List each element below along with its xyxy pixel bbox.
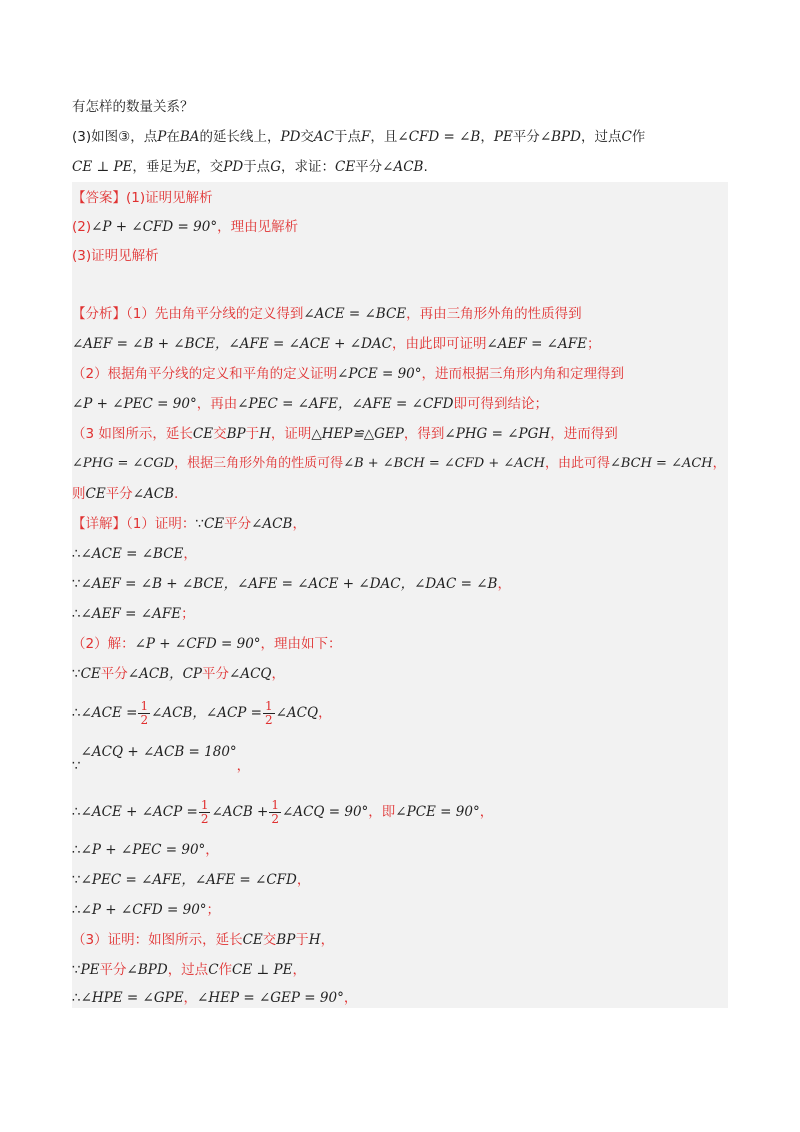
- math: ∠ACE =: [80, 705, 138, 721]
- analysis-line-3: [72, 364, 728, 384]
- problem-line-3: [72, 152, 732, 182]
- text: 平分: [224, 516, 252, 532]
- because-symbol: ∵: [72, 962, 81, 978]
- math: ∠BPD: [126, 962, 168, 978]
- denominator: 2: [271, 811, 280, 826]
- text: ，: [712, 456, 726, 471]
- text: 平分: [105, 486, 133, 502]
- math: CE ⊥ PE: [72, 159, 133, 175]
- text: 【分析】（1）先由角平分线的定义得到: [72, 306, 304, 322]
- text: 作: [218, 962, 233, 978]
- text: 于: [245, 426, 260, 442]
- math: CE: [242, 932, 263, 948]
- text: .: [174, 486, 179, 502]
- math: ∠P + ∠CFD = 90°: [80, 902, 207, 918]
- fraction-half: [199, 799, 211, 826]
- text: （3 如图所示，延长: [72, 426, 193, 442]
- math: PE: [493, 129, 513, 145]
- math: ∠HPE = ∠GPE: [80, 990, 184, 1006]
- text: ，: [236, 758, 251, 774]
- detail-line-1: [72, 514, 728, 534]
- text: 于: [295, 932, 309, 948]
- because-symbol: ∵: [72, 872, 81, 888]
- detail-line-9: [72, 794, 728, 830]
- problem-text-span: 有怎样的数量关系？: [72, 99, 194, 115]
- text: .: [423, 159, 428, 175]
- detail-line-13: [72, 930, 728, 950]
- text: ，即: [368, 804, 396, 820]
- math: ∠HEP = ∠GEP = 90°: [197, 990, 344, 1006]
- detail-line-11: [72, 870, 728, 890]
- fraction-half: [138, 700, 150, 727]
- fraction-half: [269, 799, 281, 826]
- math: ∠ACB，∠ACP =: [151, 705, 262, 721]
- math: ∠ACE + ∠ACP =: [80, 804, 198, 820]
- text: 交: [262, 932, 277, 948]
- math: ∠ACB +: [211, 804, 269, 820]
- text: ，理由如下：: [260, 636, 342, 652]
- text: 则: [72, 486, 86, 502]
- text: 即可得到结论；: [453, 396, 548, 412]
- text: ，再由: [196, 396, 238, 412]
- math: ∠P + ∠PEC = 90°: [80, 842, 206, 858]
- text: ；: [586, 336, 601, 352]
- analysis-line-5: [72, 424, 728, 444]
- math: ∠PEC = ∠AFE，∠AFE = ∠CFD: [80, 872, 297, 888]
- text: ，过点: [167, 962, 209, 978]
- text: ，得到: [403, 426, 445, 442]
- text: 【详解】（1）证明：: [72, 516, 196, 532]
- math: ∠ACB，CP: [127, 666, 203, 682]
- text: ，: [292, 962, 306, 978]
- text: （3）证明：如图所示，延长: [72, 932, 243, 948]
- math: ∠PHG = ∠PGH: [444, 426, 551, 442]
- math: F: [361, 129, 371, 145]
- text: 平分: [99, 962, 127, 978]
- math: PD: [280, 129, 301, 145]
- because-symbol: ∵: [195, 516, 204, 532]
- analysis-line-7: [72, 484, 728, 504]
- detail-line-3: [72, 574, 728, 594]
- text: 平分: [100, 666, 128, 682]
- math: ∠BCH = ∠ACH: [609, 456, 713, 471]
- denominator: 2: [200, 811, 209, 826]
- text: ，: [183, 990, 198, 1006]
- text: （2）根据角平分线的定义和平角的定义证明: [72, 366, 338, 382]
- math: BP: [276, 932, 296, 948]
- math: ∠AEF = ∠AFE: [80, 606, 182, 622]
- text: ，: [497, 576, 511, 592]
- answer-line-3: [72, 246, 728, 266]
- because-symbol: ∵: [72, 576, 81, 592]
- detail-line-15: [72, 988, 728, 1008]
- text: ，: [343, 990, 358, 1006]
- math: ∠AEF = ∠B + ∠BCE，∠AFE = ∠ACE + ∠DAC: [72, 336, 392, 352]
- detail-line-5: [72, 634, 728, 654]
- text: 平分: [202, 666, 230, 682]
- math: E: [186, 159, 197, 175]
- text: 交: [213, 426, 227, 442]
- math: P: [157, 129, 167, 145]
- text: ，: [205, 842, 219, 858]
- text: ；: [206, 902, 221, 918]
- text: 的延长线上，: [199, 129, 281, 145]
- analysis-line-4: [72, 394, 728, 414]
- text: ；: [181, 606, 195, 622]
- math: ∠PEC = ∠AFE，∠AFE = ∠CFD: [237, 396, 454, 412]
- text: 平分: [355, 159, 383, 175]
- answer-block: [72, 182, 728, 1008]
- numerator: 1: [264, 698, 273, 713]
- text: ，: [479, 804, 494, 820]
- math: ∠ACQ: [275, 705, 319, 721]
- math: G: [270, 159, 281, 175]
- math: PD: [223, 159, 244, 175]
- math: △HEP≌△GEP: [311, 426, 404, 442]
- fraction-half: [263, 700, 275, 727]
- text: ，: [320, 932, 335, 948]
- detail-line-12: [72, 900, 728, 920]
- math: H: [259, 426, 271, 442]
- answer-line-2: [72, 217, 728, 237]
- therefore-symbol: ∴: [72, 990, 81, 1006]
- because-symbol: ∵: [72, 758, 81, 774]
- numerator: 1: [271, 797, 280, 812]
- detail-line-6: [72, 664, 728, 684]
- text: (3)证明见解析: [72, 248, 159, 264]
- text: ，: [292, 516, 306, 532]
- analysis-line-1: [72, 304, 728, 324]
- math: ∠ACQ: [229, 666, 272, 682]
- math: C: [621, 129, 632, 145]
- math: ∠PHG = ∠CGD: [72, 456, 175, 471]
- math: CE: [334, 159, 356, 175]
- math: CE: [80, 666, 101, 682]
- therefore-symbol: ∴: [72, 842, 81, 858]
- math: ∠CFD = ∠B: [397, 129, 481, 145]
- detail-line-2: [72, 544, 728, 564]
- math: ∠P + ∠PEC = 90°: [72, 396, 197, 412]
- text: ，进而根据三角形内角和定理得到: [421, 366, 624, 382]
- text: ，理由见解析: [217, 219, 299, 235]
- answer-tag: 【答案】(1)证明见解析: [72, 190, 213, 206]
- text: ，交: [196, 159, 224, 175]
- denominator: 2: [264, 712, 273, 727]
- analysis-line-6: [72, 454, 728, 474]
- text: 于点: [334, 129, 362, 145]
- math: ∠ACE = ∠BCE: [80, 546, 184, 562]
- math: C: [208, 962, 219, 978]
- math: ∠ACQ = 90°: [282, 804, 369, 820]
- text: 交: [300, 129, 314, 145]
- math: H: [308, 932, 321, 948]
- math: ∠ACB: [251, 516, 293, 532]
- math: ∠ACB: [382, 159, 424, 175]
- therefore-symbol: ∴: [72, 606, 81, 622]
- text: ，再由三角形外角的性质得到: [406, 306, 582, 322]
- detail-line-4: [72, 604, 728, 624]
- math: ∠B + ∠BCH = ∠CFD + ∠ACH: [343, 456, 545, 471]
- denominator: 2: [140, 712, 149, 727]
- therefore-symbol: ∴: [72, 705, 81, 721]
- problem-line-1: [72, 92, 732, 122]
- math: ∠AEF = ∠AFE: [486, 336, 587, 352]
- analysis-line-2: [72, 334, 728, 354]
- problem-text: [72, 92, 732, 182]
- detail-line-8: [72, 742, 728, 776]
- text: 于点: [243, 159, 271, 175]
- math: PE: [80, 962, 100, 978]
- text: (3)如图③，点: [72, 129, 158, 145]
- math: ∠ACB: [132, 486, 174, 502]
- math: BP: [226, 426, 246, 442]
- therefore-symbol: ∴: [72, 546, 81, 562]
- math: CE ⊥ PE: [232, 962, 293, 978]
- text: ，: [318, 705, 332, 721]
- text: ，根据三角形外角的性质可得: [174, 456, 344, 471]
- text: ，过点: [580, 129, 622, 145]
- therefore-symbol: ∴: [72, 902, 81, 918]
- numerator: 1: [140, 698, 149, 713]
- detail-line-10: [72, 840, 728, 860]
- text: ，: [183, 546, 197, 562]
- math: AC: [313, 129, 335, 145]
- text: （2）解：: [72, 636, 135, 652]
- math: ∠BPD: [539, 129, 581, 145]
- math: BA: [179, 129, 200, 145]
- math: ∠AEF = ∠B + ∠BCE，∠AFE = ∠ACE + ∠DAC，∠DAC = ∠B: [80, 576, 498, 592]
- numerator: 1: [200, 797, 209, 812]
- math: CE: [192, 426, 214, 442]
- detail-line-14: [72, 960, 728, 980]
- math: ∠P + ∠CFD = 90°: [134, 636, 261, 652]
- math: ∠ACE = ∠BCE: [303, 306, 407, 322]
- math: ∠PCE = 90°: [395, 804, 480, 820]
- math: CE: [203, 516, 225, 532]
- math: ∠PCE = 90°: [337, 366, 422, 382]
- text: ，且: [370, 129, 398, 145]
- text: (2): [72, 219, 92, 235]
- problem-line-2: [72, 122, 732, 152]
- text: ，进而得到: [550, 426, 618, 442]
- answer-line-1: [72, 188, 728, 208]
- therefore-symbol: ∴: [72, 804, 81, 820]
- text: ，: [296, 872, 311, 888]
- text: ，由此即可证明: [392, 336, 487, 352]
- text: ，垂足为: [132, 159, 187, 175]
- text: ，证明: [270, 426, 312, 442]
- text: 作: [631, 129, 646, 145]
- text: ，由此可得: [544, 456, 610, 471]
- text: ，: [480, 129, 494, 145]
- text: ，: [271, 666, 285, 682]
- math: ∠ACQ + ∠ACB = 180°: [80, 744, 237, 760]
- math: ∠P + ∠CFD = 90°: [91, 219, 218, 235]
- because-symbol: ∵: [72, 666, 81, 682]
- text: ，求证：: [280, 159, 335, 175]
- math: CE: [85, 486, 106, 502]
- detail-line-7: [72, 696, 728, 730]
- text: 平分: [512, 129, 540, 145]
- text: 在: [166, 129, 180, 145]
